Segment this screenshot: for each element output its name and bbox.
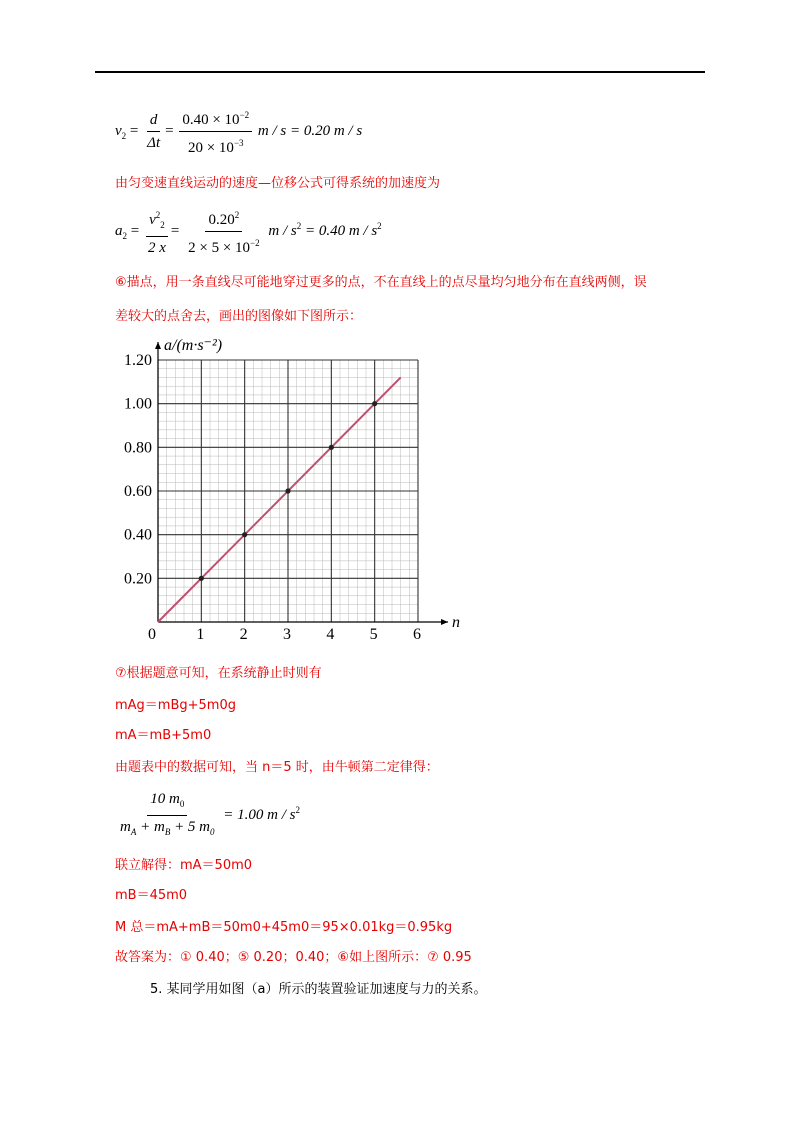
- y-axis-label: a/(m·s⁻²): [164, 337, 223, 354]
- line-mb: mB＝45m0: [115, 888, 188, 903]
- line-mag: mAg＝mBg+5m0g: [115, 698, 236, 713]
- y-tick-label: 1.00: [124, 395, 152, 413]
- y-tick-label: 1.20: [124, 352, 152, 369]
- y-tick-label: 0.20: [124, 570, 152, 588]
- data-point: [242, 532, 247, 537]
- equation-v2: $v_2$ = $\frac{d}{\Delta t}$ = $\frac{0.40 \times 10^{-2}}{20 \times 10^{-3}}$ m / s = 0.20 m / s: [115, 106, 362, 157]
- equation-newton: $\frac{10 m_0}{m_A + m_B + 5 m_0}$ = 1.00 m / $s^2$: [120, 791, 300, 837]
- x-tick-label: 3: [283, 626, 291, 643]
- line-solve: 联立解得：mA＝50m0: [115, 858, 253, 873]
- text-line-1: 由匀变速直线运动的速度—位移公式可得系统的加速度为: [115, 176, 441, 191]
- text-step7: ⑦根据题意可知，在系统静止时则有: [115, 666, 322, 681]
- y-tick-label: 0.60: [124, 483, 152, 500]
- x-tick-label: 5: [369, 626, 378, 643]
- equation-a2: $a_2$ = $\frac{v^2_2}{2 x}$ = $\frac{0.20^2}{2 \times 5 \times 10^{-2}}$ $m / s^2 = 0.40$ m / $s^2$: [115, 206, 382, 257]
- text-step6-b: 差较大的点舍去，画出的图像如下图所示：: [115, 309, 363, 324]
- y-tick-label: 0.80: [124, 439, 152, 457]
- x-tick-label: 2: [239, 626, 248, 643]
- line-ma: mA＝mB+5m0: [115, 728, 212, 743]
- line-answer: 故答案为：① 0.40；⑤ 0.20；0.40；⑥如上图所示：⑦ 0.95: [115, 950, 472, 965]
- x-tick-label: 4: [326, 626, 335, 643]
- data-point: [329, 445, 334, 450]
- acceleration-chart: [110, 325, 470, 645]
- y-tick-label: 0.40: [124, 526, 152, 544]
- x-axis-label: n: [452, 614, 460, 631]
- text-step6-a: ⑥描点，用一条直线尽可能地穿过更多的点，不在直线上的点尽量均匀地分布在直线两侧，误: [115, 275, 647, 290]
- data-point: [199, 576, 204, 581]
- x-tick-label: 6: [413, 626, 421, 643]
- data-point: [285, 488, 290, 493]
- text-n5: 由题表中的数据可知，当 n＝5 时，由牛顿第二定律得：: [115, 760, 439, 775]
- y-axis-arrow: [155, 342, 161, 349]
- header-rule: [95, 71, 705, 73]
- data-point: [372, 401, 377, 406]
- x-axis-arrow: [441, 619, 448, 625]
- x-tick-label: 1: [196, 626, 205, 643]
- question-5: 5. 某同学用如图（a）所示的装置验证加速度与力的关系。: [150, 982, 487, 997]
- x-tick-label: 0: [148, 626, 156, 643]
- line-m-total: M 总＝mA+mB＝50m0+45m0＝95×0.01kg＝0.95kg: [115, 920, 453, 935]
